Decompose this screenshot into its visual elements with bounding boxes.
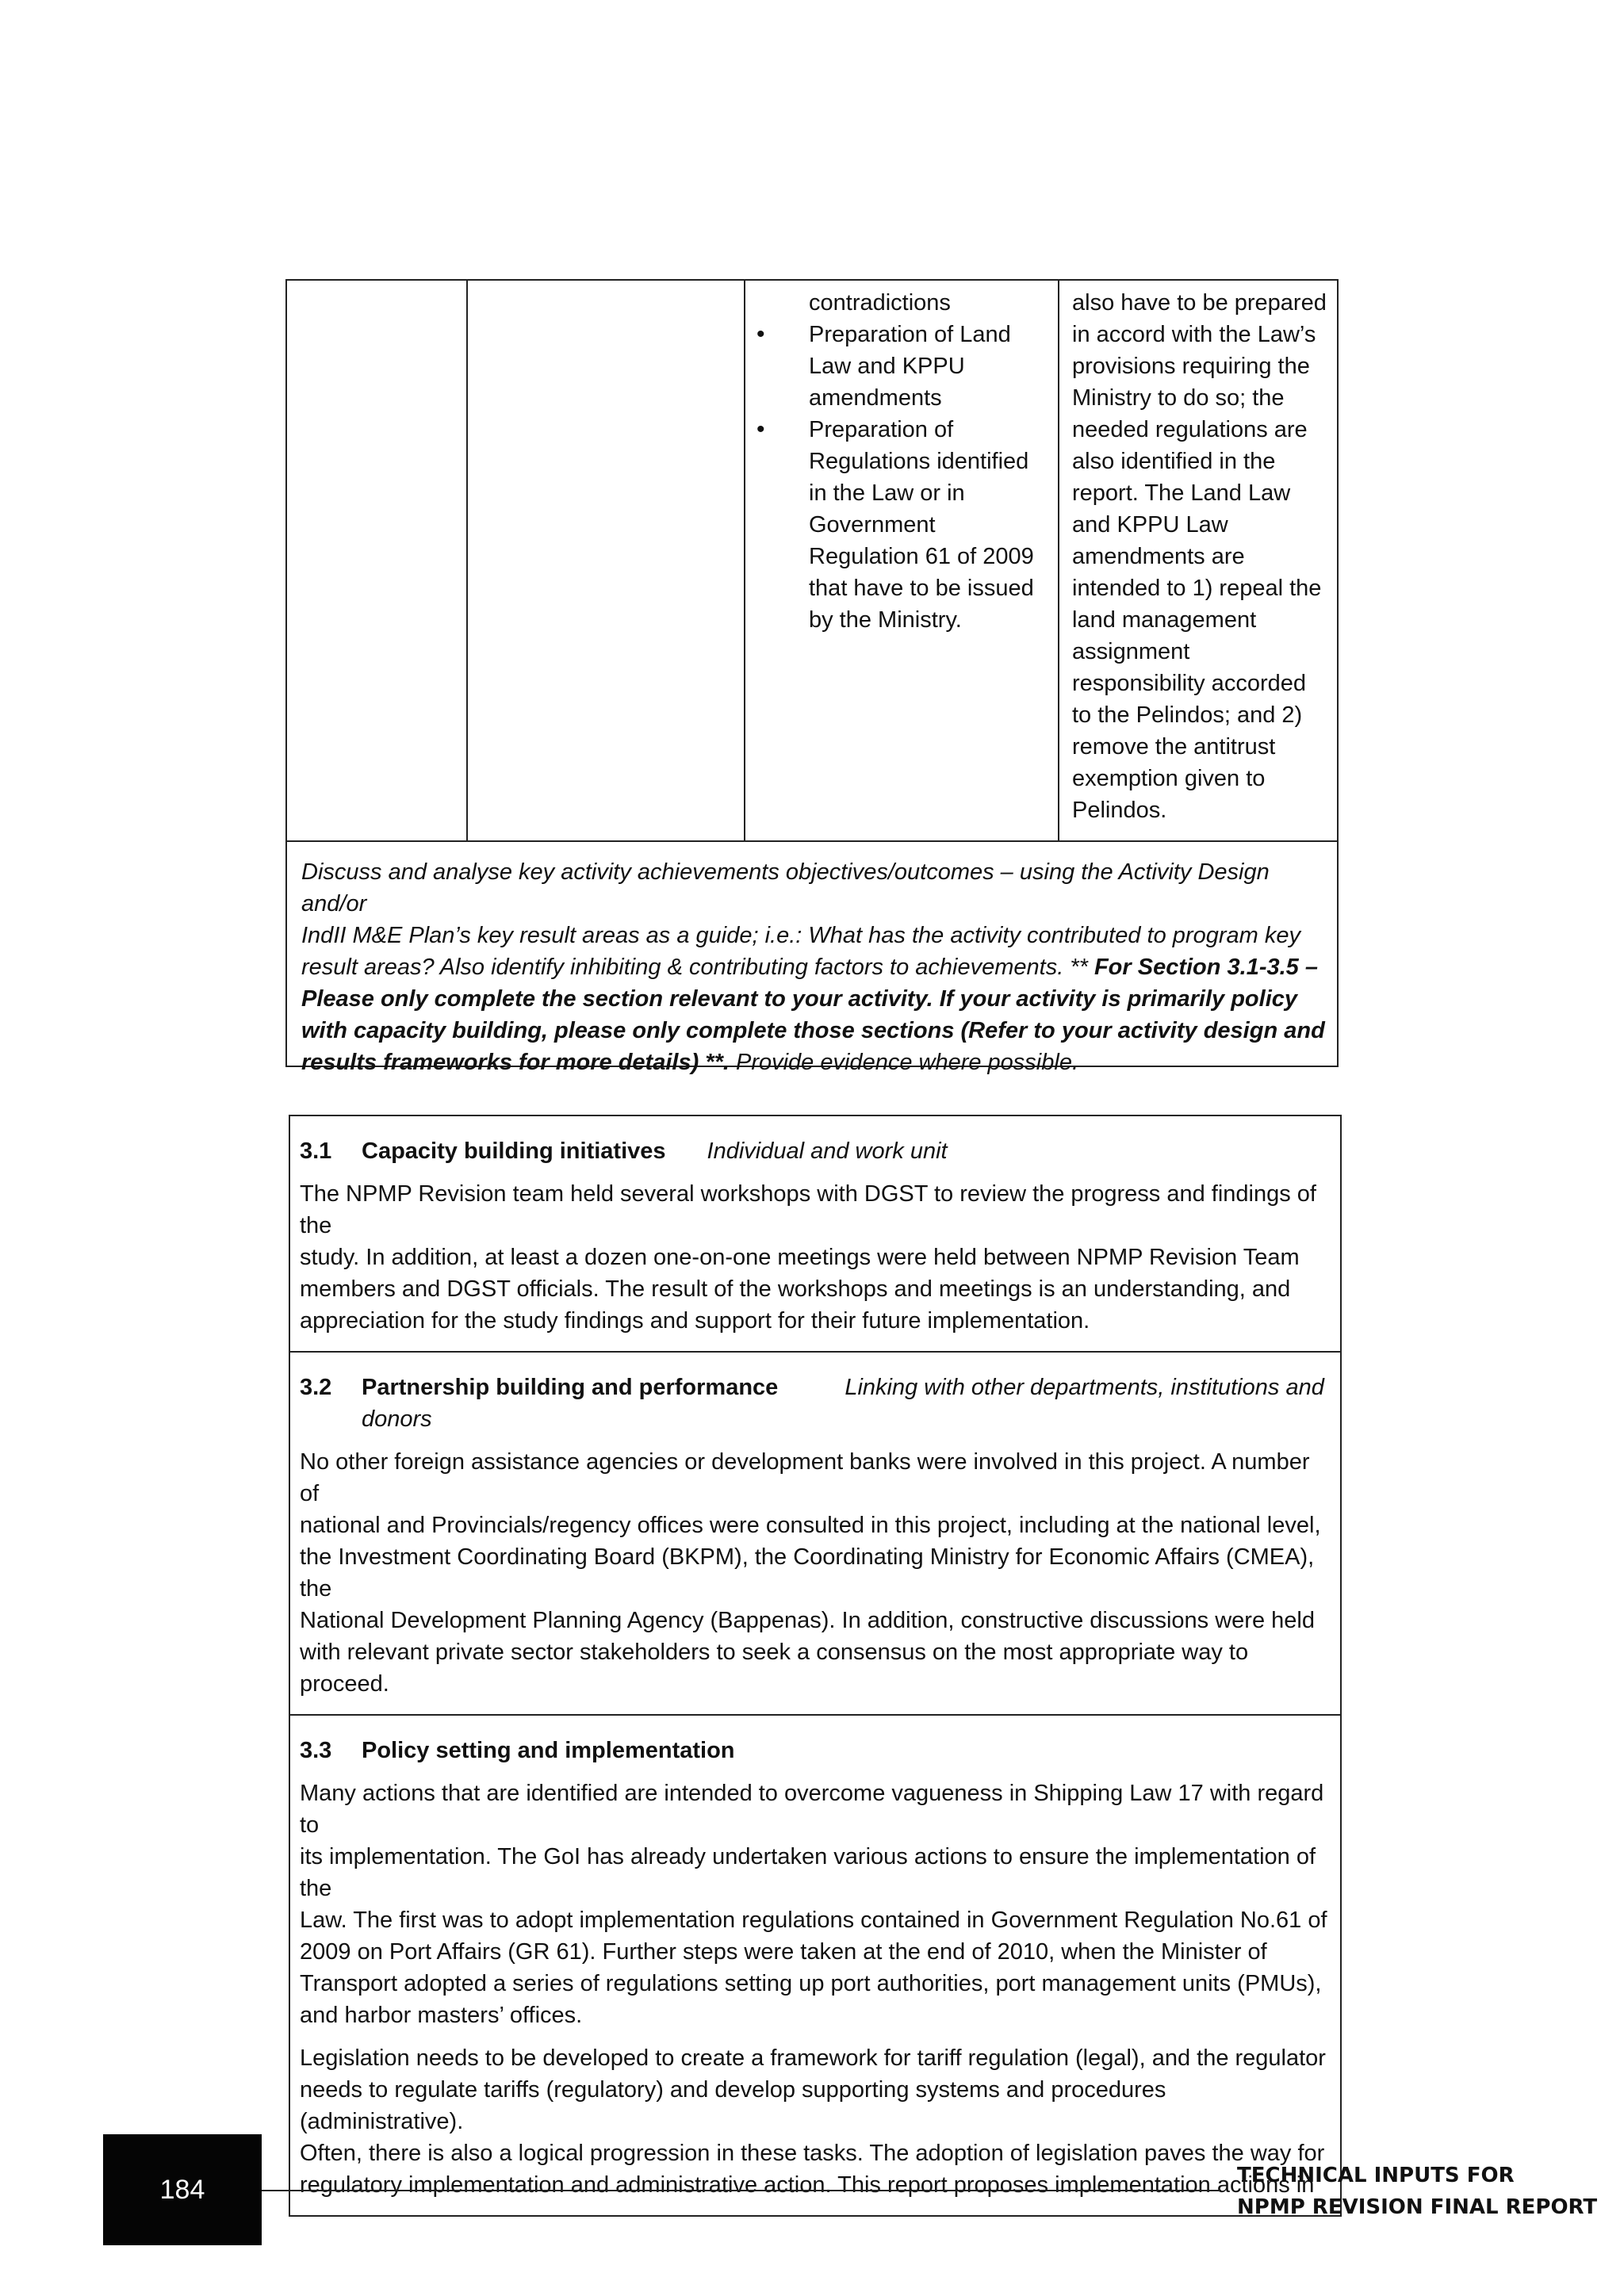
instruction-line: results frameworks for more details) **. Provide evidence where possible. [301,1050,1079,1075]
comment-line: assignment [1072,639,1190,664]
table-cell-activities [745,281,1059,840]
list-item: • Preparation of [745,414,1048,446]
table-row [287,281,1337,842]
comment-line: exemption given to [1072,766,1266,791]
comment-line: intended to 1) repeal the [1072,576,1322,601]
comment-line: and KPPU Law [1072,512,1228,538]
footer-report-title: TECHNICAL INPUTS FOR NPMP REVISION FINAL REPORT [1237,2164,1598,2219]
section-heading [300,1135,1332,1167]
page-number-box [103,2134,262,2245]
section-heading [300,1735,1332,1766]
list-item: Law and KPPU [809,354,965,379]
paragraph: Legislation needs to be developed to create a framework for tariff regulation (legal), and the regulator needs to regulate tariffs (regulatory) and develop supporting systems and procedures (administrative). Often, there is also a logical progression in these tasks. The adoption of legislation paves the way for regulatory implementation and administrative action. This report proposes implementation actions in [300,2045,1326,2198]
instruction-line: IndII M&E Plan’s key result areas as a guide; i.e.: What has the activity contributed to program key [301,923,1300,948]
comment-line: remove the antitrust [1072,734,1276,760]
paragraph: No other foreign assistance agencies or development banks were involved in this project. A number of national and Provincials/regency offices were consulted in this project, including at the national level, the Investment Coordinating Board (BKPM), the Coordinating Ministry for Economic Affairs (CMEA), the National Development Planning Agency (Bappenas). In addition, constructive discussions were held with relevant private sector stakeholders to seek a consensus on the most appropriate way to proceed. [300,1449,1321,1697]
table-cell-comments [1059,281,1337,840]
comment-line: responsibility accorded [1072,671,1306,696]
list-item: Regulation 61 of 2009 [809,544,1034,569]
comment-line: Ministry to do so; the [1072,385,1285,411]
comment-line: report. The Land Law [1072,480,1291,506]
continuation-table [285,279,1339,1075]
section-title: Capacity building initiatives [362,1138,666,1164]
list-item: that have to be issued [809,576,1034,601]
footer-rule [262,2190,1221,2191]
list-item: Regulations identified [809,449,1029,474]
section-3-3 [290,1716,1340,2215]
list-item: • Preparation of Land [745,319,1048,350]
section-number: 3.3 [300,1738,332,1763]
comment-line: provisions requiring the [1072,354,1310,379]
comment-line: to the Pelindos; and 2) [1072,702,1303,728]
section-title: Policy setting and implementation [362,1738,735,1763]
section-subtitle-cont: donors [362,1406,432,1432]
section-subtitle: Linking with other departments, institutions and [845,1375,1324,1400]
list-item: contradictions [809,290,951,316]
sections-table [289,1115,1342,2217]
instruction-line: Discuss and analyse key activity achievements objectives/outcomes – using the Activity Design and/or [301,859,1270,916]
page-number: 184 [159,2174,205,2205]
table-cell-empty-1 [287,281,468,840]
list-item: Government [809,512,936,538]
comment-line: land management [1072,607,1257,633]
paragraph: The NPMP Revision team held several workshops with DGST to review the progress and findings of the study. In addition, at least a dozen one-on-one meetings were held between NPMP Revision Team members and DGST officials. The result of the workshops and meetings is an understanding, and appreciation for the study findings and support for their future implementation. [300,1181,1316,1334]
paragraph: Many actions that are identified are intended to overcome vagueness in Shipping Law 17 with regard to its implementation. The GoI has already undertaken various actions to ensure the implementation of the Law. The first was to adopt implementation regulations contained in Government Regulation No.61 of 2009 on Port Affairs (GR 61). Further steps were taken at the end of 2010, when the Minister of Transport adopted a series of regulations setting up port authorities, port management units (PMUs), and harbor masters’ offices. [300,1781,1327,2028]
comment-line: needed regulations are [1072,417,1308,442]
activity-list [745,287,1048,636]
instruction-line: with capacity building, please only complete those sections (Refer to your activity design and [301,1018,1325,1043]
comment-line: also have to be prepared [1072,290,1327,316]
section-3-1 [290,1116,1340,1353]
section-title: Partnership building and performance [362,1375,779,1400]
section-number: 3.1 [300,1138,332,1164]
section-number: 3.2 [300,1375,332,1400]
section-3-2 [290,1353,1340,1716]
instruction-line: Please only complete the section relevant to your activity. If your activity is primarily policy [301,986,1298,1012]
list-item: amendments [809,385,942,411]
table-cell-empty-2 [468,281,745,840]
comment-line: amendments are [1072,544,1245,569]
list-item: in the Law or in [809,480,965,506]
list-item: by the Ministry. [809,607,962,633]
section-heading [300,1372,1332,1435]
instruction-line: result areas? Also identify inhibiting & contributing factors to achievements. ** For Section 3.1-3.5 – [301,955,1318,980]
section-subtitle: Individual and work unit [707,1138,948,1164]
comment-line: Pelindos. [1072,798,1167,823]
comment-line: in accord with the Law’s [1072,322,1316,347]
instruction-note [287,842,1337,1075]
comment-line: also identified in the [1072,449,1276,474]
